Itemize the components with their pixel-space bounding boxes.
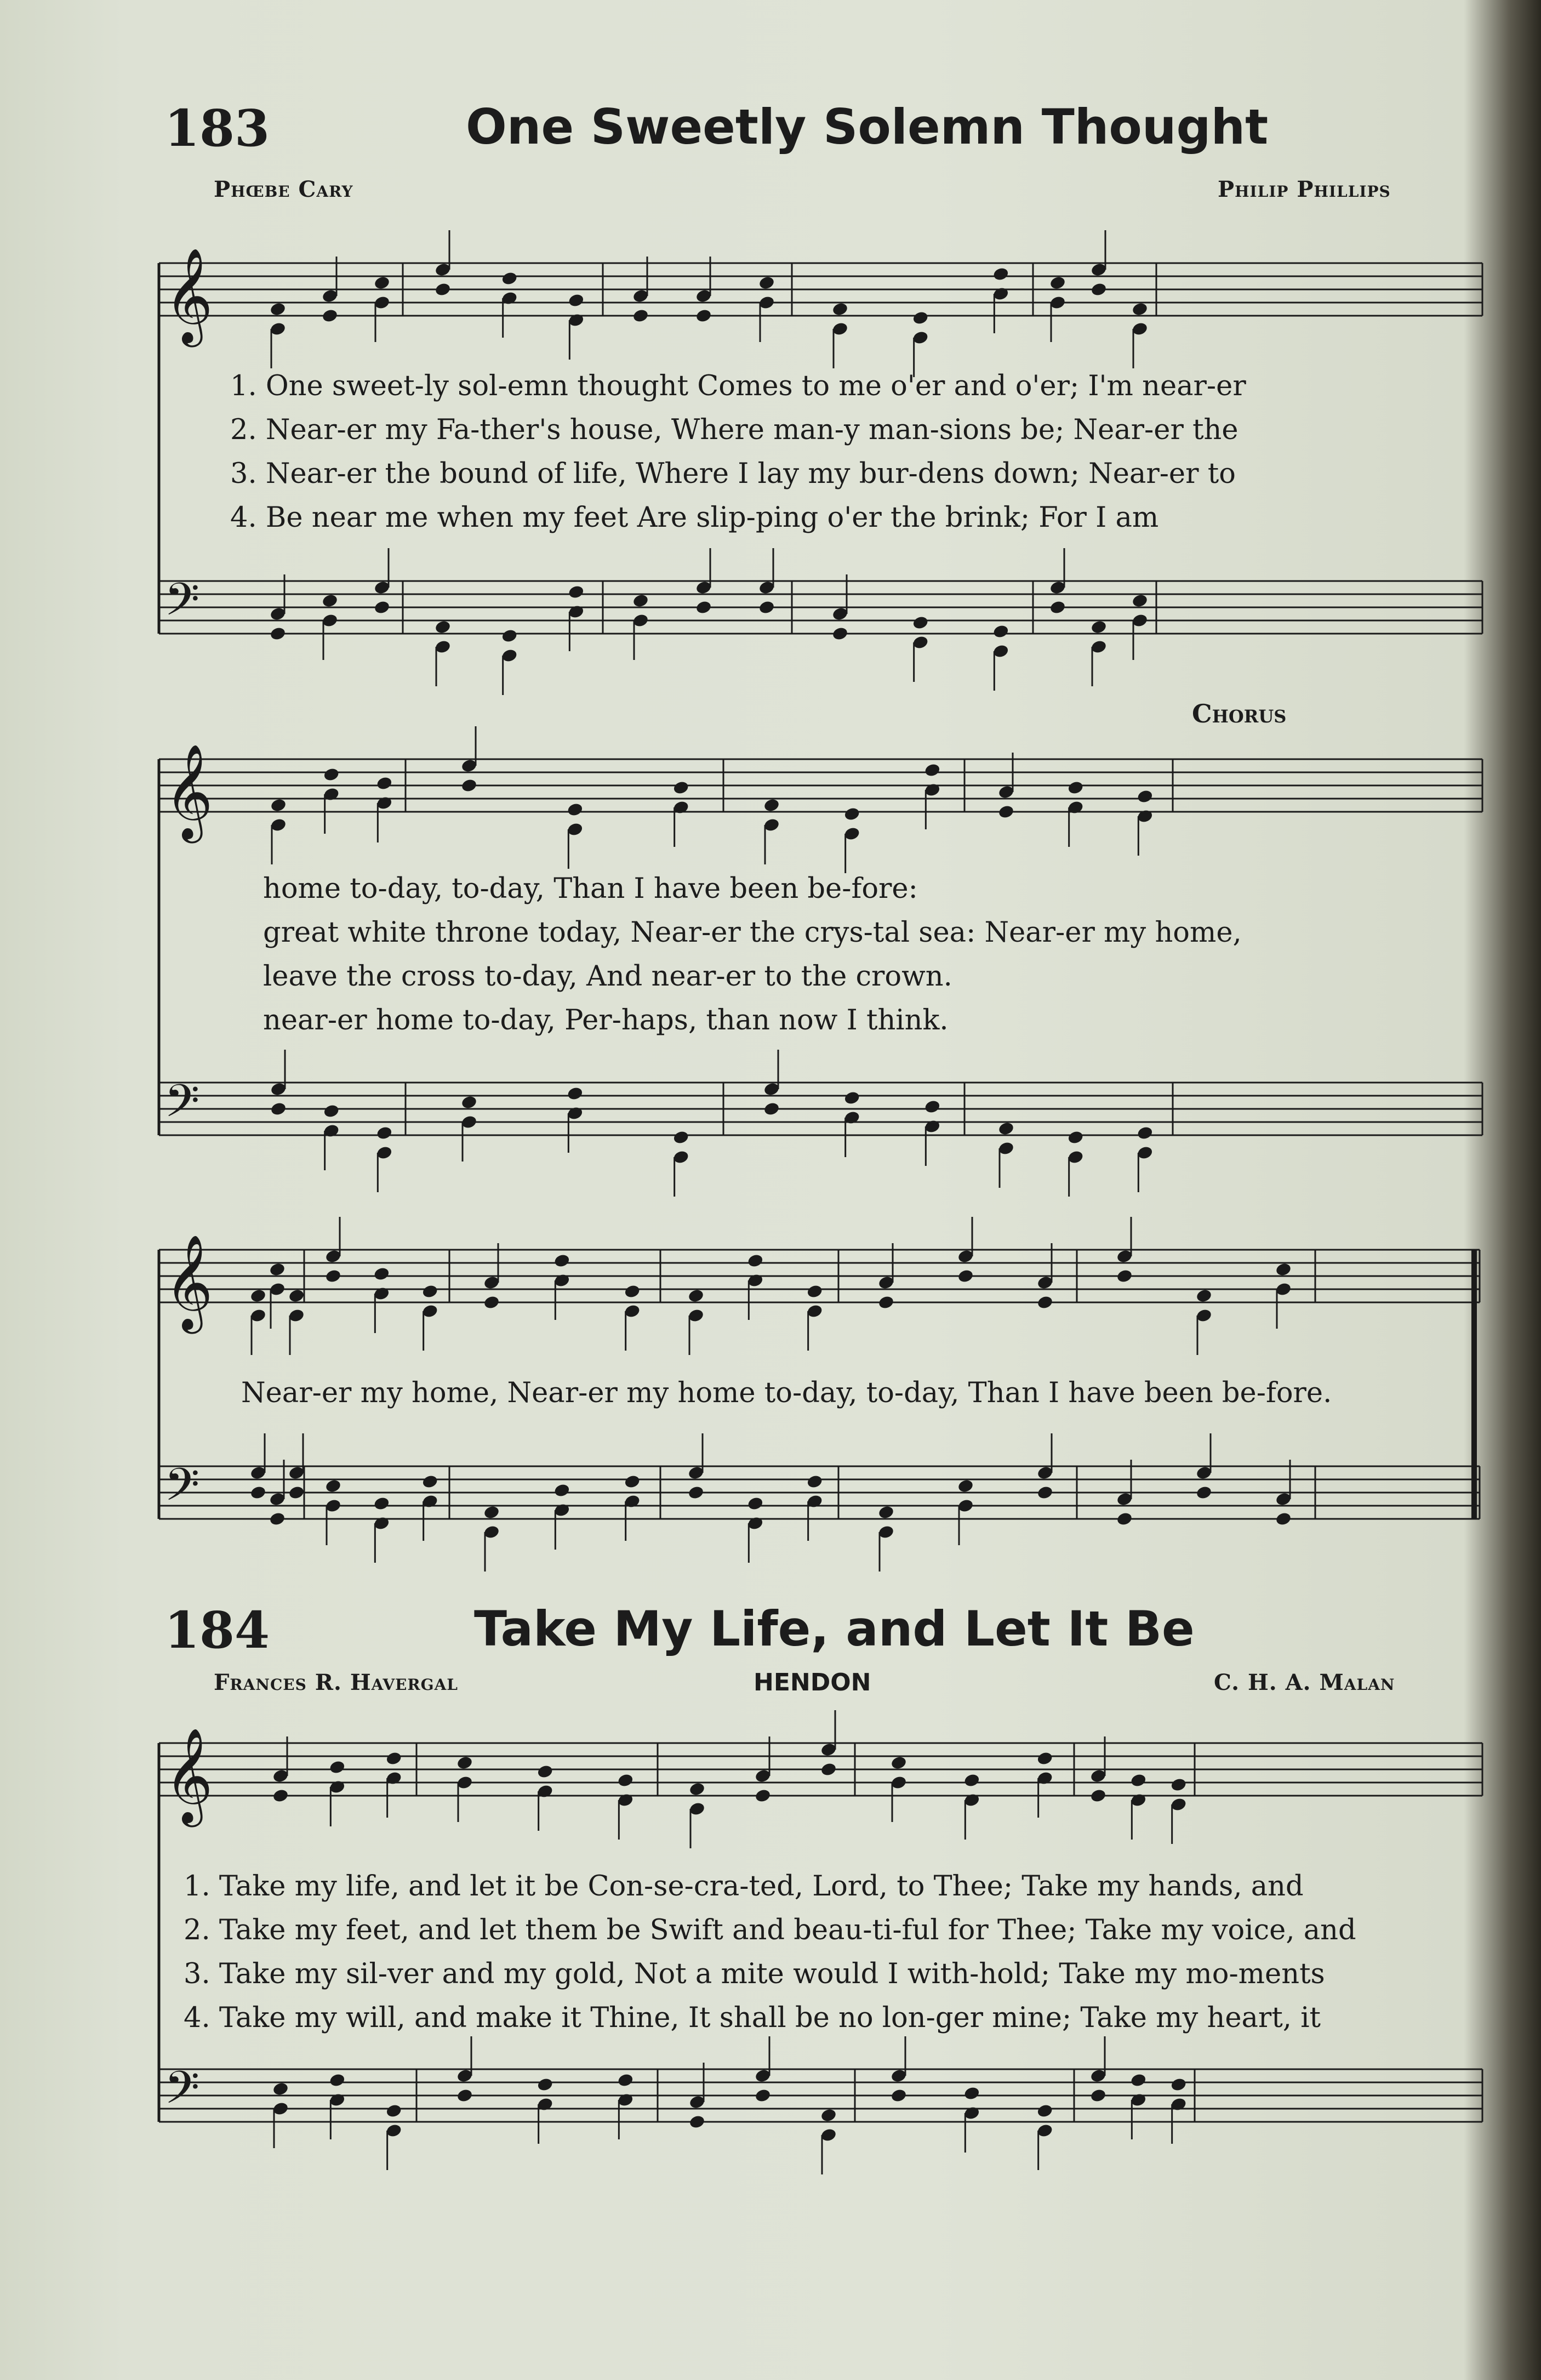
lyric-line: 1. One sweet-ly sol-emn thought Comes to me o'er and o'er; I'm near-er [230,370,1246,402]
note-head [1067,1130,1084,1145]
note-head [912,310,929,326]
note-head [877,1505,894,1520]
note-head [1067,780,1084,795]
note-head [997,1121,1014,1136]
note-head [373,1496,390,1511]
note-head [758,600,775,615]
hymn-number: 183 [164,99,270,158]
note-head [421,1474,438,1489]
note-head [632,593,649,608]
note-head [1275,1511,1292,1527]
note-head [270,798,287,813]
note-head [249,1485,266,1500]
note-head [890,1755,907,1770]
note-head [912,615,929,630]
hymn-author: Phœbe Cary [214,176,353,202]
note-head [843,1090,860,1106]
lyric-line: 2. Near-er my Fa-ther's house, Where man-y man-sions be; Near-er the [230,414,1238,446]
note-head [831,626,848,641]
note-head [434,282,451,297]
note-head [687,1288,704,1303]
note-head [456,2088,473,2103]
note-head [632,308,649,323]
note-head [695,600,712,615]
note-head [1090,619,1107,635]
note-head [672,1130,689,1145]
note-head [1195,1485,1212,1500]
note-head [1116,1268,1133,1284]
note-head [747,1496,764,1511]
note-head [624,1284,641,1299]
note-head [963,1773,980,1788]
note-head [434,619,451,635]
note-head [806,1284,823,1299]
lyric-line: 3. Take my sil-ver and my gold, Not a mite would I with-hold; Take my mo-ments [184,1958,1325,1990]
note-head [763,798,780,813]
note-head [624,1474,641,1489]
note-head [806,1474,823,1489]
lyric-line: near-er home to-day, Per-haps, than now I think. [263,1004,949,1037]
hymn-composer: C. H. A. Malan [1214,1670,1395,1695]
note-head [820,1762,837,1777]
note-head [1036,1485,1053,1500]
note-head [376,1125,393,1141]
note-head [747,1253,764,1268]
note-head [269,301,286,317]
note-head [385,2103,402,2119]
note-head [997,804,1014,819]
note-head [249,1288,266,1303]
hymn-tune: HENDON [754,1669,871,1696]
note-head [1089,2088,1106,2103]
note-head [537,2077,553,2092]
note-head [385,1751,402,1766]
note-head [501,271,518,286]
note-head [329,2072,346,2088]
bass-clef: 𝄢 [164,573,200,637]
note-head [924,1099,941,1114]
note-head [373,1266,390,1282]
hymn-author: Frances R. Havergal [214,1670,458,1695]
note-head [617,2072,634,2088]
note-head [957,1268,974,1284]
note-head [537,1764,553,1779]
note-head [843,806,860,822]
bass-clef: 𝄢 [164,2061,200,2125]
note-head [992,266,1009,282]
hymn-title: Take My Life, and Let It Be [474,1601,1195,1657]
note-head [754,2088,771,2103]
note-head [924,762,941,778]
note-head [1090,282,1107,297]
note-head [323,767,340,782]
note-head [1036,2103,1053,2119]
note-head [1116,1511,1133,1527]
note-head [288,1288,305,1303]
treble-clef: 𝄞 [164,744,213,839]
note-head [957,1478,974,1494]
treble-clef: 𝄞 [164,248,213,343]
hymn-composer: Philip Phillips [1218,176,1391,202]
note-head [460,778,477,793]
note-head [321,308,338,323]
bass-clef: 𝄢 [164,1074,200,1138]
note-head [687,1485,704,1500]
note-head [323,1103,340,1119]
bass-clef: 𝄢 [164,1458,200,1522]
note-head [1130,2072,1147,2088]
note-head [1137,789,1154,804]
note-head [568,584,585,600]
treble-clef: 𝄞 [164,1234,213,1330]
note-head [688,2114,705,2130]
note-head [1130,1773,1147,1788]
note-head [1036,1751,1053,1766]
note-head [269,1262,286,1277]
note-head [763,1101,780,1117]
note-head [1089,1788,1106,1803]
note-head [1049,275,1066,291]
note-head [456,1755,473,1770]
note-head [831,301,848,317]
note-head [1195,1288,1212,1303]
lyric-line: great white throne today, Near-er the crys-tal sea: Near-er my home, [263,916,1242,949]
note-head [553,1253,570,1268]
note-head [1131,593,1148,608]
lyric-line: 2. Take my feet, and let them be Swift and beau-ti-ful for Thee; Take my voice, and [184,1914,1356,1946]
note-head [272,2081,289,2097]
hymn-number: 184 [164,1601,270,1660]
note-head [672,780,689,795]
note-head [501,628,518,644]
hymn-title: One Sweetly Solemn Thought [466,99,1269,155]
lyric-line: leave the cross to-day, And near-er to the crown. [263,960,952,993]
lyric-line: 4. Be near me when my feet Are slip-ping o'er the brink; For I am [230,502,1159,534]
note-head [269,626,286,641]
note-head [269,1511,286,1527]
note-head [568,293,585,308]
note-head [460,1095,477,1110]
note-head [329,1760,346,1775]
note-head [963,2086,980,2101]
note-head [567,802,584,817]
note-head [617,1773,634,1788]
chorus-label: Chorus [1192,699,1287,728]
note-head [877,1295,894,1310]
note-head [695,308,712,323]
note-head [272,1788,289,1803]
treble-clef: 𝄞 [164,1728,213,1823]
lyric-line: home to-day, to-day, Than I have been be-fore: [263,873,918,905]
note-head [754,1788,771,1803]
note-head [1170,2077,1187,2092]
note-head [373,600,390,615]
note-head [321,593,338,608]
note-head [483,1295,500,1310]
note-head [270,1101,287,1117]
note-head [688,1781,705,1797]
note-head [324,1268,341,1284]
note-head [758,275,775,291]
lyric-line: 3. Near-er the bound of life, Where I lay my bur-dens down; Near-er to [230,458,1236,490]
lyric-line: 1. Take my life, and let it be Con-se-cra-ted, Lord, to Thee; Take my hands, and [184,1870,1304,1903]
note-head [890,2088,907,2103]
note-head [1137,1125,1154,1141]
note-head [1036,1295,1053,1310]
note-head [992,624,1009,639]
note-head [324,1478,341,1494]
note-head [483,1505,500,1520]
note-head [421,1284,438,1299]
note-head [567,1086,584,1101]
note-head [820,2108,837,2123]
lyric-line: Near-er my home, Near-er my home to-day, to-day, Than I have been be-fore. [241,1377,1332,1409]
note-head [553,1483,570,1498]
note-head [1049,600,1066,615]
note-head [1275,1262,1292,1277]
lyric-line: 4. Take my will, and make it Thine, It shall be no lon-ger mine; Take my heart, it [184,2002,1321,2034]
note-head [288,1485,305,1500]
note-head [1131,301,1148,317]
note-head [376,776,393,791]
note-head [1170,1777,1187,1792]
note-head [373,275,390,291]
